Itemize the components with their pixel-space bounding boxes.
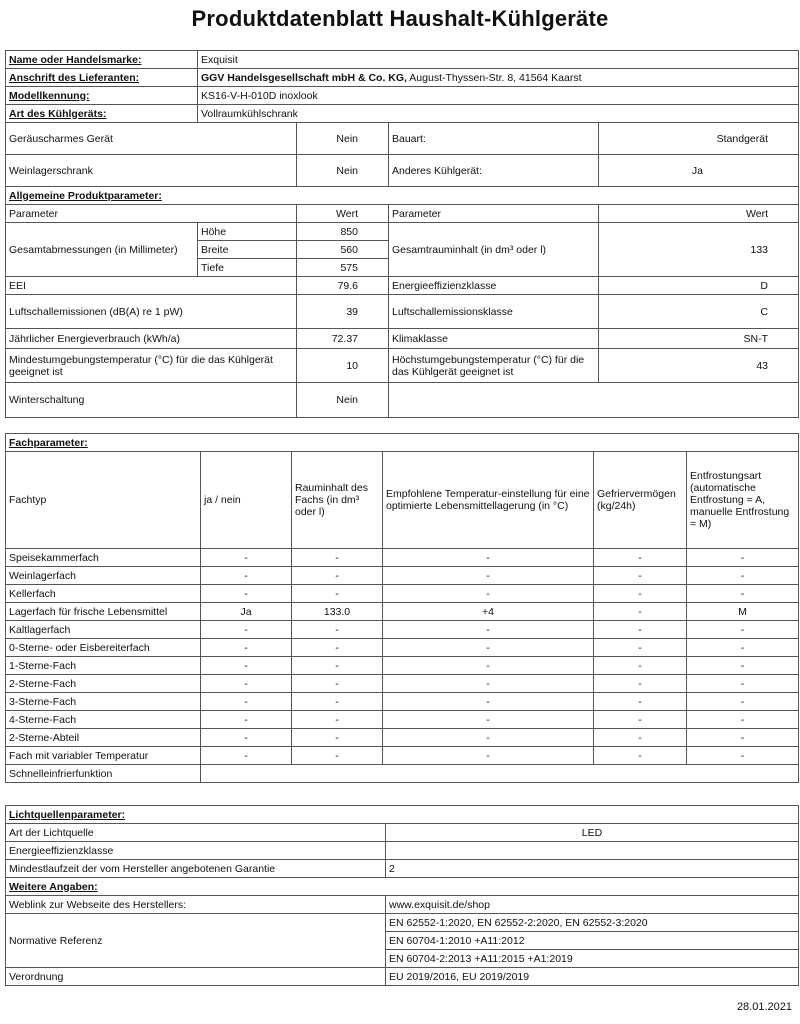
compartment-defrost: - [687, 639, 799, 657]
compartment-name: Weinlagerfach [6, 567, 201, 585]
compartment-row [6, 657, 799, 675]
noise-row [6, 295, 799, 329]
low-noise-value: Nein [297, 123, 389, 155]
compartment-temp: - [383, 657, 594, 675]
compartment-temp: - [383, 639, 594, 657]
col-header-yesno: ja / nein [201, 452, 292, 549]
compartment-row [6, 693, 799, 711]
compartment-defrost: - [687, 621, 799, 639]
model-row [6, 87, 799, 105]
supplier-address: August-Thyssen-Str. 8, 41564 Kaarst [406, 71, 582, 84]
compartment-yesno: - [201, 549, 292, 567]
compartment-name: Kellerfach [6, 585, 201, 603]
page-title: Produktdatenblatt Haushalt-Kühlgeräte [191, 6, 609, 31]
compartment-row [6, 711, 799, 729]
appliance-type-row [6, 105, 799, 123]
quick-freeze-row [6, 765, 799, 783]
compartment-freeze: - [594, 603, 687, 621]
norm-2: EN 60704-1:2010 +A11:2012 [386, 932, 799, 950]
wine-value: Nein [297, 155, 389, 187]
compartment-defrost: - [687, 711, 799, 729]
compartment-defrost: - [687, 585, 799, 603]
further-heading-row [6, 878, 799, 896]
light-heading: Lichtquellenparameter: [6, 806, 799, 824]
compartment-freeze: - [594, 639, 687, 657]
compartment-name: Kaltlagerfach [6, 621, 201, 639]
compartment-table [5, 433, 799, 783]
regulation-row [6, 968, 799, 986]
height-label: Höhe [198, 223, 297, 241]
energy-class-value: D [599, 277, 799, 295]
compartment-name: Fach mit variabler Temperatur [6, 747, 201, 765]
ambient-temp-row [6, 349, 799, 383]
compartment-temp: - [383, 567, 594, 585]
compartment-freeze: - [594, 747, 687, 765]
compartment-freeze: - [594, 711, 687, 729]
compartment-volume: - [292, 657, 383, 675]
compartment-defrost: - [687, 657, 799, 675]
compartment-volume: - [292, 621, 383, 639]
general-heading: Allgemeine Produktparameter: [6, 187, 799, 205]
compartment-temp: - [383, 621, 594, 639]
compartment-name: 2-Sterne-Fach [6, 675, 201, 693]
col-header-temp: Empfohlene Temperatur-einstellung für eine optimierte Lebensmittellagerung (in °C) [383, 452, 594, 549]
other-value: Ja [599, 155, 799, 187]
compartment-defrost: - [687, 729, 799, 747]
compartment-freeze: - [594, 567, 687, 585]
compartment-volume: - [292, 729, 383, 747]
compartment-temp: +4 [383, 603, 594, 621]
compartment-defrost: - [687, 567, 799, 585]
winter-empty-cell [389, 383, 799, 418]
low-noise-row [6, 123, 799, 155]
compartment-temp: - [383, 549, 594, 567]
compartment-heading-row [6, 434, 799, 452]
compartment-volume: - [292, 693, 383, 711]
product-parameters-table [5, 50, 799, 418]
compartment-defrost: - [687, 747, 799, 765]
compartment-volume: - [292, 639, 383, 657]
volume-value: 133 [599, 223, 799, 277]
other-label: Anderes Kühlgerät: [389, 155, 599, 187]
depth-value: 575 [297, 259, 389, 277]
compartment-name: Speisekammerfach [6, 549, 201, 567]
warranty-label: Mindestlaufzeit der vom Hersteller angebotenen Garantie [6, 860, 386, 878]
noise-label: Luftschallemissionen (dB(A) re 1 pW) [6, 295, 297, 329]
norms-row-1 [6, 914, 799, 932]
regulation-label: Verordnung [6, 968, 386, 986]
consumption-row [6, 329, 799, 349]
depth-label: Tiefe [198, 259, 297, 277]
weblink-label: Weblink zur Webseite des Herstellers: [6, 896, 386, 914]
compartment-name: 4-Sterne-Fach [6, 711, 201, 729]
value-col-right: Wert [599, 205, 799, 223]
wine-row [6, 155, 799, 187]
design-value: Standgerät [599, 123, 799, 155]
compartment-defrost: - [687, 549, 799, 567]
compartment-heading: Fachparameter: [6, 434, 799, 452]
compartment-defrost: - [687, 693, 799, 711]
appliance-type-label: Art des Kühlgeräts: [6, 105, 198, 123]
compartment-row [6, 639, 799, 657]
compartment-yesno: - [201, 675, 292, 693]
min-temp-label: Mindestumgebungstemperatur (°C) für die das Kühlgerät geeignet ist [6, 349, 297, 383]
consumption-value: 72.37 [297, 329, 389, 349]
col-header-volume: Rauminhalt des Fachs (in dm³ oder l) [292, 452, 383, 549]
light-class-value [386, 842, 799, 860]
compartment-name: 2-Sterne-Abteil [6, 729, 201, 747]
compartment-freeze: - [594, 621, 687, 639]
weblink-value[interactable]: www.exquisit.de/shop [386, 896, 799, 914]
warranty-row [6, 860, 799, 878]
compartment-temp: - [383, 729, 594, 747]
dimensions-label: Gesamtabmessungen (in Millimeter) [6, 223, 198, 277]
compartment-temp: - [383, 693, 594, 711]
quick-freeze-label: Schnelleinfrierfunktion [6, 765, 201, 783]
compartment-volume: - [292, 711, 383, 729]
consumption-label: Jährlicher Energieverbrauch (kWh/a) [6, 329, 297, 349]
energy-class-label: Energieeffizienzklasse [389, 277, 599, 295]
col-header-freeze: Gefriervermögen (kg/24h) [594, 452, 687, 549]
compartment-volume: - [292, 675, 383, 693]
max-temp-label: Höchstumgebungstemperatur (°C) für die das Kühlgerät geeignet ist [389, 349, 599, 383]
compartment-yesno: Ja [201, 603, 292, 621]
light-class-row [6, 842, 799, 860]
compartment-rows [6, 549, 799, 765]
compartment-row [6, 621, 799, 639]
supplier-value [198, 69, 799, 87]
compartment-freeze: - [594, 657, 687, 675]
low-noise-label: Geräuscharmes Gerät [6, 123, 297, 155]
volume-label: Gesamtrauminhalt (in dm³ oder l) [389, 223, 599, 277]
compartment-temp: - [383, 747, 594, 765]
max-temp-value: 43 [599, 349, 799, 383]
height-row [6, 223, 799, 241]
light-type-label: Art der Lichtquelle [6, 824, 386, 842]
document-date: 28.01.2021 [736, 1001, 792, 1013]
light-further-table [5, 805, 799, 986]
compartment-volume: - [292, 585, 383, 603]
norm-1: EN 62552-1:2020, EN 62552-2:2020, EN 62552-3:2020 [386, 914, 799, 932]
compartment-yesno: - [201, 585, 292, 603]
compartment-name: 1-Sterne-Fach [6, 657, 201, 675]
brand-label: Name oder Handelsmarke: [6, 51, 198, 69]
compartment-row [6, 729, 799, 747]
compartment-freeze: - [594, 675, 687, 693]
model-label: Modellkennung: [6, 87, 198, 105]
compartment-header-row [6, 452, 799, 549]
further-heading: Weitere Angaben: [6, 878, 799, 896]
supplier-name: GGV Handelsgesellschaft mbH & Co. KG, [201, 71, 407, 84]
eei-value: 79.6 [297, 277, 389, 295]
brand-value: Exquisit [198, 51, 799, 69]
warranty-value: 2 [386, 860, 799, 878]
light-class-label: Energieeffizienzklasse [6, 842, 386, 860]
compartment-row [6, 675, 799, 693]
compartment-volume: - [292, 747, 383, 765]
col-header-defrost: Entfrostungsart (automatische Entfrostung = A, manuelle Entfrostung = M) [687, 452, 799, 549]
compartment-name: 3-Sterne-Fach [6, 693, 201, 711]
compartment-yesno: - [201, 711, 292, 729]
climate-value: SN-T [599, 329, 799, 349]
regulation-value: EU 2019/2016, EU 2019/2019 [386, 968, 799, 986]
weblink-row [6, 896, 799, 914]
eei-label: EEI [6, 277, 297, 295]
compartment-yesno: - [201, 621, 292, 639]
col-header-type: Fachtyp [6, 452, 201, 549]
compartment-row [6, 549, 799, 567]
compartment-temp: - [383, 675, 594, 693]
model-value: KS16-V-H-010D inoxlook [198, 87, 799, 105]
winter-row [6, 383, 799, 418]
compartment-volume: - [292, 567, 383, 585]
supplier-label: Anschrift des Lieferanten: [6, 69, 198, 87]
winter-label: Winterschaltung [6, 383, 297, 418]
climate-label: Klimaklasse [389, 329, 599, 349]
compartment-freeze: - [594, 585, 687, 603]
winter-value: Nein [297, 383, 389, 418]
design-label: Bauart: [389, 123, 599, 155]
width-label: Breite [198, 241, 297, 259]
compartment-name: Lagerfach für frische Lebensmittel [6, 603, 201, 621]
compartment-yesno: - [201, 639, 292, 657]
width-value: 560 [297, 241, 389, 259]
compartment-volume: - [292, 549, 383, 567]
compartment-freeze: - [594, 693, 687, 711]
appliance-type-value: Vollraumkühlschrank [198, 105, 799, 123]
noise-value: 39 [297, 295, 389, 329]
general-heading-row [6, 187, 799, 205]
compartment-defrost: - [687, 675, 799, 693]
param-col-left: Parameter [6, 205, 297, 223]
light-type-row [6, 824, 799, 842]
height-value: 850 [297, 223, 389, 241]
compartment-row [6, 747, 799, 765]
compartment-yesno: - [201, 567, 292, 585]
norm-3: EN 60704-2:2013 +A11:2015 +A1:2019 [386, 950, 799, 968]
eei-row [6, 277, 799, 295]
quick-freeze-value [201, 765, 799, 783]
compartment-yesno: - [201, 657, 292, 675]
compartment-temp: - [383, 585, 594, 603]
compartment-temp: - [383, 711, 594, 729]
compartment-volume: 133.0 [292, 603, 383, 621]
value-col-left: Wert [297, 205, 389, 223]
supplier-row [6, 69, 799, 87]
light-type-value: LED [386, 824, 799, 842]
compartment-name: 0-Sterne- oder Eisbereiterfach [6, 639, 201, 657]
compartment-yesno: - [201, 729, 292, 747]
compartment-yesno: - [201, 693, 292, 711]
noise-class-value: C [599, 295, 799, 329]
param-col-right: Parameter [389, 205, 599, 223]
brand-row [6, 51, 799, 69]
compartment-yesno: - [201, 747, 292, 765]
noise-class-label: Luftschallemissionsklasse [389, 295, 599, 329]
compartment-freeze: - [594, 549, 687, 567]
min-temp-value: 10 [297, 349, 389, 383]
compartment-row [6, 585, 799, 603]
compartment-freeze: - [594, 729, 687, 747]
compartment-defrost: M [687, 603, 799, 621]
norms-label: Normative Referenz [6, 914, 386, 968]
compartment-row [6, 567, 799, 585]
light-heading-row [6, 806, 799, 824]
compartment-row [6, 603, 799, 621]
general-header-row [6, 205, 799, 223]
wine-label: Weinlagerschrank [6, 155, 297, 187]
